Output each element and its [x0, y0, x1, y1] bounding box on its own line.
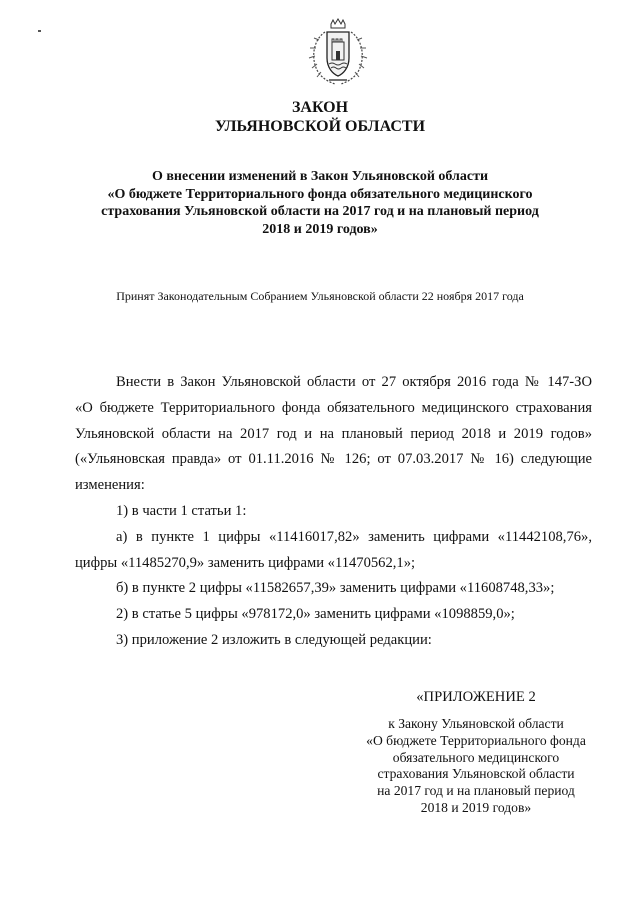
intro-line: «О бюджете Территориального фонда обязательного медицинского страхования	[75, 399, 592, 416]
appendix-line: 2018 и 2019 годов»	[420, 799, 532, 815]
item-1a-line: а) в пункте 1 цифры «11416017,82» заменить цифрами «11442108,76»,	[116, 528, 592, 545]
law-title-line: УЛЬЯНОВСКОЙ ОБЛАСТИ	[214, 118, 426, 135]
appendix-line: «О бюджете Территориального фонда	[366, 732, 586, 748]
item-1b: б) в пункте 2 цифры «11582657,39» заменить цифрами «11608748,33»;	[116, 580, 555, 597]
intro-line: Внести в Закон Ульяновской области от 27 октября 2016 года № 147-ЗО	[116, 374, 592, 390]
subject-line: страхования Ульяновской области на 2017 год и на плановый период	[101, 204, 539, 219]
item-1a-line: цифры «11485270,9» заменить цифрами «11470562,1»;	[75, 554, 416, 571]
appendix-line: страхования Ульяновской области	[377, 766, 575, 782]
intro-line: Ульяновской области на 2017 год и на плановый период 2018 и 2019 годов»	[75, 425, 592, 442]
appendix-line: обязательного медицинского	[392, 749, 560, 765]
subject-line: О внесении изменений в Закон Ульяновской области	[151, 169, 489, 184]
scan-speck	[38, 30, 41, 32]
item-3: 3) приложение 2 изложить в следующей редакции:	[116, 631, 432, 648]
law-title-line: ЗАКОН	[291, 99, 349, 116]
coat-of-arms-icon	[305, 18, 371, 88]
intro-line: изменения:	[75, 477, 145, 494]
appendix-line: на 2017 год и на плановый период	[377, 783, 575, 799]
subject-line: 2018 и 2019 годов»	[262, 221, 378, 237]
appendix-heading: «ПРИЛОЖЕНИЕ 2	[416, 689, 536, 705]
intro-line: («Ульяновская правда» от 01.11.2016 № 126; от 07.03.2017 № 16) следующие	[75, 451, 592, 468]
body-text	[75, 370, 592, 654]
law-title	[0, 98, 640, 136]
appendix-line: к Закону Ульяновской области	[388, 716, 564, 731]
subject-line: «О бюджете Территориального фонда обязательного медицинского	[107, 186, 533, 202]
item-1: 1) в части 1 статьи 1:	[116, 502, 247, 519]
appendix-caption	[352, 716, 600, 817]
item-2: 2) в статье 5 цифры «978172,0» заменить цифрами «1098859,0»;	[116, 606, 515, 623]
law-subject	[0, 168, 640, 238]
adoption-note: Принят Законодательным Собранием Ульяновской области 22 ноября 2017 года	[116, 289, 524, 303]
